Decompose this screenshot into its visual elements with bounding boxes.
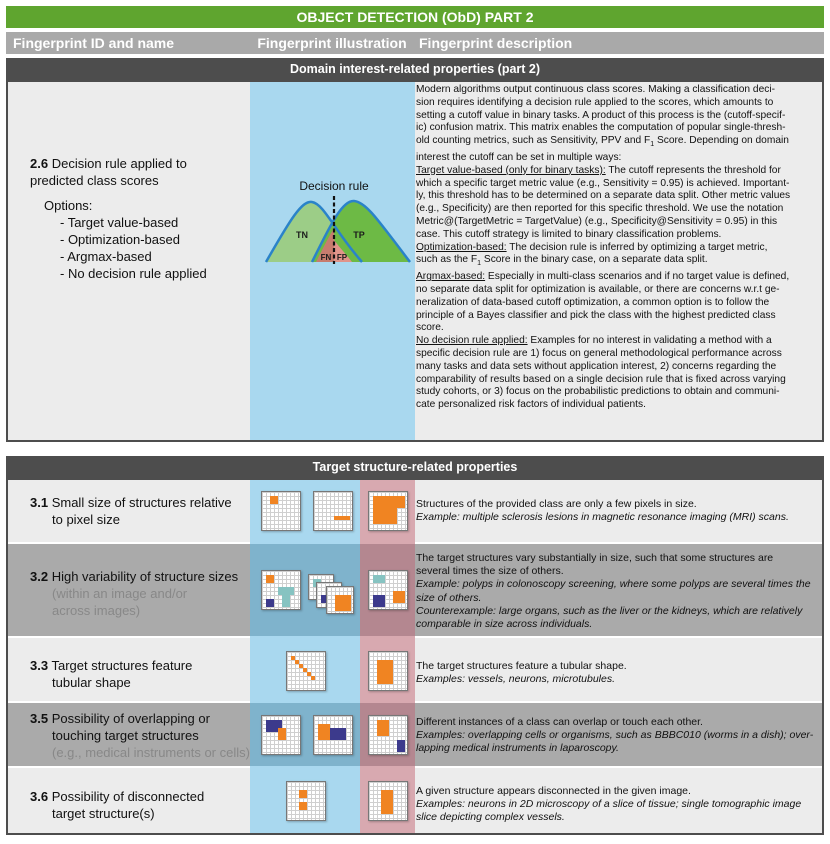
fingerprint-2-6 [30, 155, 272, 282]
option-item: - No decision rule applied [60, 266, 207, 281]
desc-line: several times the size of others. [416, 565, 564, 578]
image-grid-prediction [368, 651, 408, 691]
desc-text: such as the F [416, 254, 478, 266]
desc-example: slice depicting complex vessels. [416, 811, 565, 824]
desc-example: Example: polyps in colonoscopy screening, where some polyps are several times the [416, 578, 811, 591]
fn-label: FN [320, 253, 332, 262]
desc-line: comparability of results based on a single decision rule that is fixed across varying [416, 373, 786, 385]
description-3-5 [416, 716, 822, 756]
desc-example: Example: multiple sclerosis lesions in magnetic resonance imaging (MRI) scans. [416, 511, 789, 524]
fingerprint-name-cont: target structure(s) [52, 806, 155, 821]
column-header-description: Fingerprint description [415, 32, 824, 54]
options-label: Options: [44, 198, 93, 213]
description-3-6 [416, 785, 822, 825]
fingerprint-name: Possibility of disconnected [51, 789, 205, 804]
image-grid-prediction [368, 715, 408, 755]
image-grid-prediction [368, 491, 408, 531]
image-grid [261, 491, 301, 531]
desc-line: specific decision rule are 1) focus on general methodological performance across [416, 348, 782, 359]
structure-block [334, 516, 350, 520]
fp-label: FP [336, 253, 348, 262]
desc-line: cate personalized risk factors of individual patients. [416, 399, 646, 411]
desc-line: The target structures feature a tubular shape. [416, 660, 627, 672]
structure-block [318, 724, 330, 740]
fingerprint-3-6 [30, 788, 272, 822]
structure-block [377, 660, 393, 684]
structure-block [393, 591, 405, 603]
fingerprint-id: 2.6 [30, 156, 49, 171]
desc-text: Score in the binary case, on a separate data split. [481, 254, 708, 266]
fingerprint-id: 3.5 [30, 711, 49, 726]
option-heading-no-rule: No decision rule applied: [416, 335, 528, 347]
structure-block [311, 676, 315, 680]
desc-line: (e.g., Specificity) are then reported for this specific threshold. We use the notation [416, 203, 784, 215]
image-grid-prediction [368, 781, 408, 821]
structure-block [397, 496, 405, 508]
section-header-target-structure: Target structure-related properties [6, 456, 824, 478]
desc-line [416, 135, 822, 152]
structure-block [335, 595, 351, 611]
fingerprint-name-cont: touching target structures [52, 728, 199, 743]
desc-line: A given structure appears disconnected in the given image. [416, 785, 691, 797]
tp-label: TP [353, 230, 365, 240]
desc-text: The cutoff represents the threshold for [605, 164, 781, 176]
desc-subscript: 1 [650, 141, 655, 149]
description-3-2 [416, 552, 822, 631]
image-grid [261, 570, 301, 610]
fingerprint-id: 3.3 [30, 658, 49, 673]
desc-counterexample: comparable in size across individuals. [416, 618, 593, 631]
fingerprint-3-2 [30, 568, 272, 619]
fingerprint-name-cont: to pixel size [52, 512, 120, 527]
description-2-6 [416, 84, 822, 412]
structure-block [299, 802, 307, 810]
fingerprint-subtitle: (within an image and/or [52, 586, 188, 601]
image-grid-stack [326, 586, 354, 614]
desc-line: Structures of the provided class are only a few pixels in size. [416, 498, 697, 510]
image-grid [313, 491, 353, 531]
desc-text: Examples for no interest in validating a method with a [527, 335, 772, 347]
fingerprint-name-cont: tubular shape [52, 675, 131, 690]
fingerprint-name: Target structures feature [51, 658, 193, 673]
structure-block [282, 595, 290, 607]
desc-line [416, 165, 822, 178]
fingerprint-3-1 [30, 494, 272, 528]
option-item: - Target value-based [60, 215, 179, 230]
desc-text: Score. Depending on domain [654, 135, 789, 147]
description-3-1 [416, 498, 822, 524]
image-grid [313, 715, 353, 755]
fingerprint-name: High variability of structure sizes [51, 569, 239, 584]
option-heading-optimization: Optimization-based: [416, 241, 507, 253]
desc-line: ic) confusion matrix. This matrix enables the computation of popular single-thresh- [416, 122, 786, 134]
structure-block [373, 595, 385, 607]
desc-line: study cohorts, or 3) focus on the probabilistic predictions to obtain and communi- [416, 386, 780, 398]
desc-line: which a specific target metric value (e.g., Sensitivity = 0.95) is achieved. Important- [416, 177, 790, 189]
option-item: - Argmax-based [60, 249, 152, 264]
desc-line [416, 242, 822, 255]
decision-rule-label: Decision rule [299, 179, 369, 193]
desc-line: case. This cutoff strategy is limited to binary classification problems. [416, 228, 722, 240]
desc-example: lapping medical instruments in laparoscopy. [416, 742, 619, 755]
structure-block [330, 728, 346, 740]
structure-block [266, 599, 274, 607]
column-header-id: Fingerprint ID and name [6, 32, 249, 54]
desc-line: many tasks and data sets without application interest, 2) concerns regarding the [416, 360, 777, 372]
desc-example: Examples: neurons in 2D microscopy of a slice of tissue; single tomographic image [416, 798, 802, 811]
decision-rule-illustration [250, 170, 415, 270]
desc-example: Examples: overlapping cells or organisms, such as BBBC010 (worms in a dish); over- [416, 729, 814, 742]
desc-line: The target structures vary substantially in size, such that some structures are [416, 552, 774, 564]
structure-block [266, 575, 274, 583]
desc-example: size of others. [416, 591, 482, 604]
desc-counterexample: Counterexample: large organs, such as the liver or the kidneys, which are relatively [416, 604, 803, 617]
structure-block [278, 728, 286, 740]
desc-line: Metric@(TargetMetric = TargetValue) (e.g., Specificity@Sensitivity = 0.95) in this [416, 216, 778, 227]
fingerprint-name: Possibility of overlapping or [51, 711, 210, 726]
image-grid [286, 651, 326, 691]
tn-label: TN [296, 230, 308, 240]
column-header-illustration: Fingerprint illustration [249, 32, 415, 54]
structure-block [299, 790, 307, 798]
option-heading-target-value: Target value-based (only for binary tasks): [416, 164, 606, 176]
fingerprint-name: Small size of structures relative [51, 495, 232, 510]
desc-line: neralization of data-based cutoff optimization, a common option is to follow the [416, 296, 770, 308]
structure-block [373, 575, 385, 583]
desc-line: Different instances of a class can overlap or touch each other. [416, 716, 703, 728]
fingerprint-name-cont: predicted class scores [30, 173, 159, 188]
desc-line [416, 271, 822, 284]
desc-line: setting a cutoff value in binary tasks. A product of this process is the (cutoff-specif- [416, 109, 786, 121]
fingerprint-subtitle: (e.g., medical instruments or cells) [52, 745, 250, 760]
fingerprint-name: Decision rule applied to [51, 156, 187, 171]
option-heading-argmax: Argmax-based: [416, 271, 486, 283]
structure-block [381, 790, 393, 814]
structure-block [397, 740, 405, 752]
fingerprint-id: 3.2 [30, 569, 49, 584]
desc-line: ly, this threshold has to be determined on a separate data split. Other metric values [416, 190, 791, 202]
desc-line: Modern algorithms output continuous class scores. Making a classification deci- [416, 84, 775, 95]
structure-block [278, 587, 294, 595]
structure-block [270, 496, 278, 504]
desc-line [416, 335, 822, 348]
fingerprint-subtitle: across images) [52, 603, 141, 618]
fingerprint-id: 3.6 [30, 789, 49, 804]
structure-block [373, 496, 397, 524]
desc-text: The decision rule is inferred by optimizing a target metric, [506, 241, 768, 253]
page-title: OBJECT DETECTION (ObD) PART 2 [6, 6, 824, 28]
desc-line: score. [416, 322, 444, 334]
image-grid-prediction [368, 570, 408, 610]
section-header-domain-interest: Domain interest-related properties (part 2) [6, 58, 824, 80]
desc-line: interest the cutoff can be set in multiple ways: [416, 152, 622, 164]
fingerprint-3-3 [30, 657, 272, 691]
desc-line: sion requires identifying a decision rule applied to the scores, which amounts to [416, 96, 774, 108]
fingerprint-id: 3.1 [30, 495, 49, 510]
option-item: - Optimization-based [60, 232, 180, 247]
image-grid [261, 715, 301, 755]
desc-text: old counting metrics, such as Sensitivity, PPV and F [416, 135, 651, 147]
desc-example: Examples: vessels, neurons, microtubules. [416, 673, 616, 686]
desc-line: principle of a Bayes classifier and pick the class with the highest predicted class [416, 309, 776, 321]
desc-subscript: 1 [477, 260, 482, 268]
desc-line [416, 254, 822, 271]
description-3-3 [416, 660, 822, 686]
structure-block [377, 720, 389, 736]
desc-line: no separate data split for optimization is available, or there are concerns w.r.t ge- [416, 284, 780, 296]
fingerprint-3-5 [30, 710, 272, 761]
image-grid [286, 781, 326, 821]
desc-text: Especially in multi-class scenarios and if no target value is defined, [485, 271, 790, 283]
